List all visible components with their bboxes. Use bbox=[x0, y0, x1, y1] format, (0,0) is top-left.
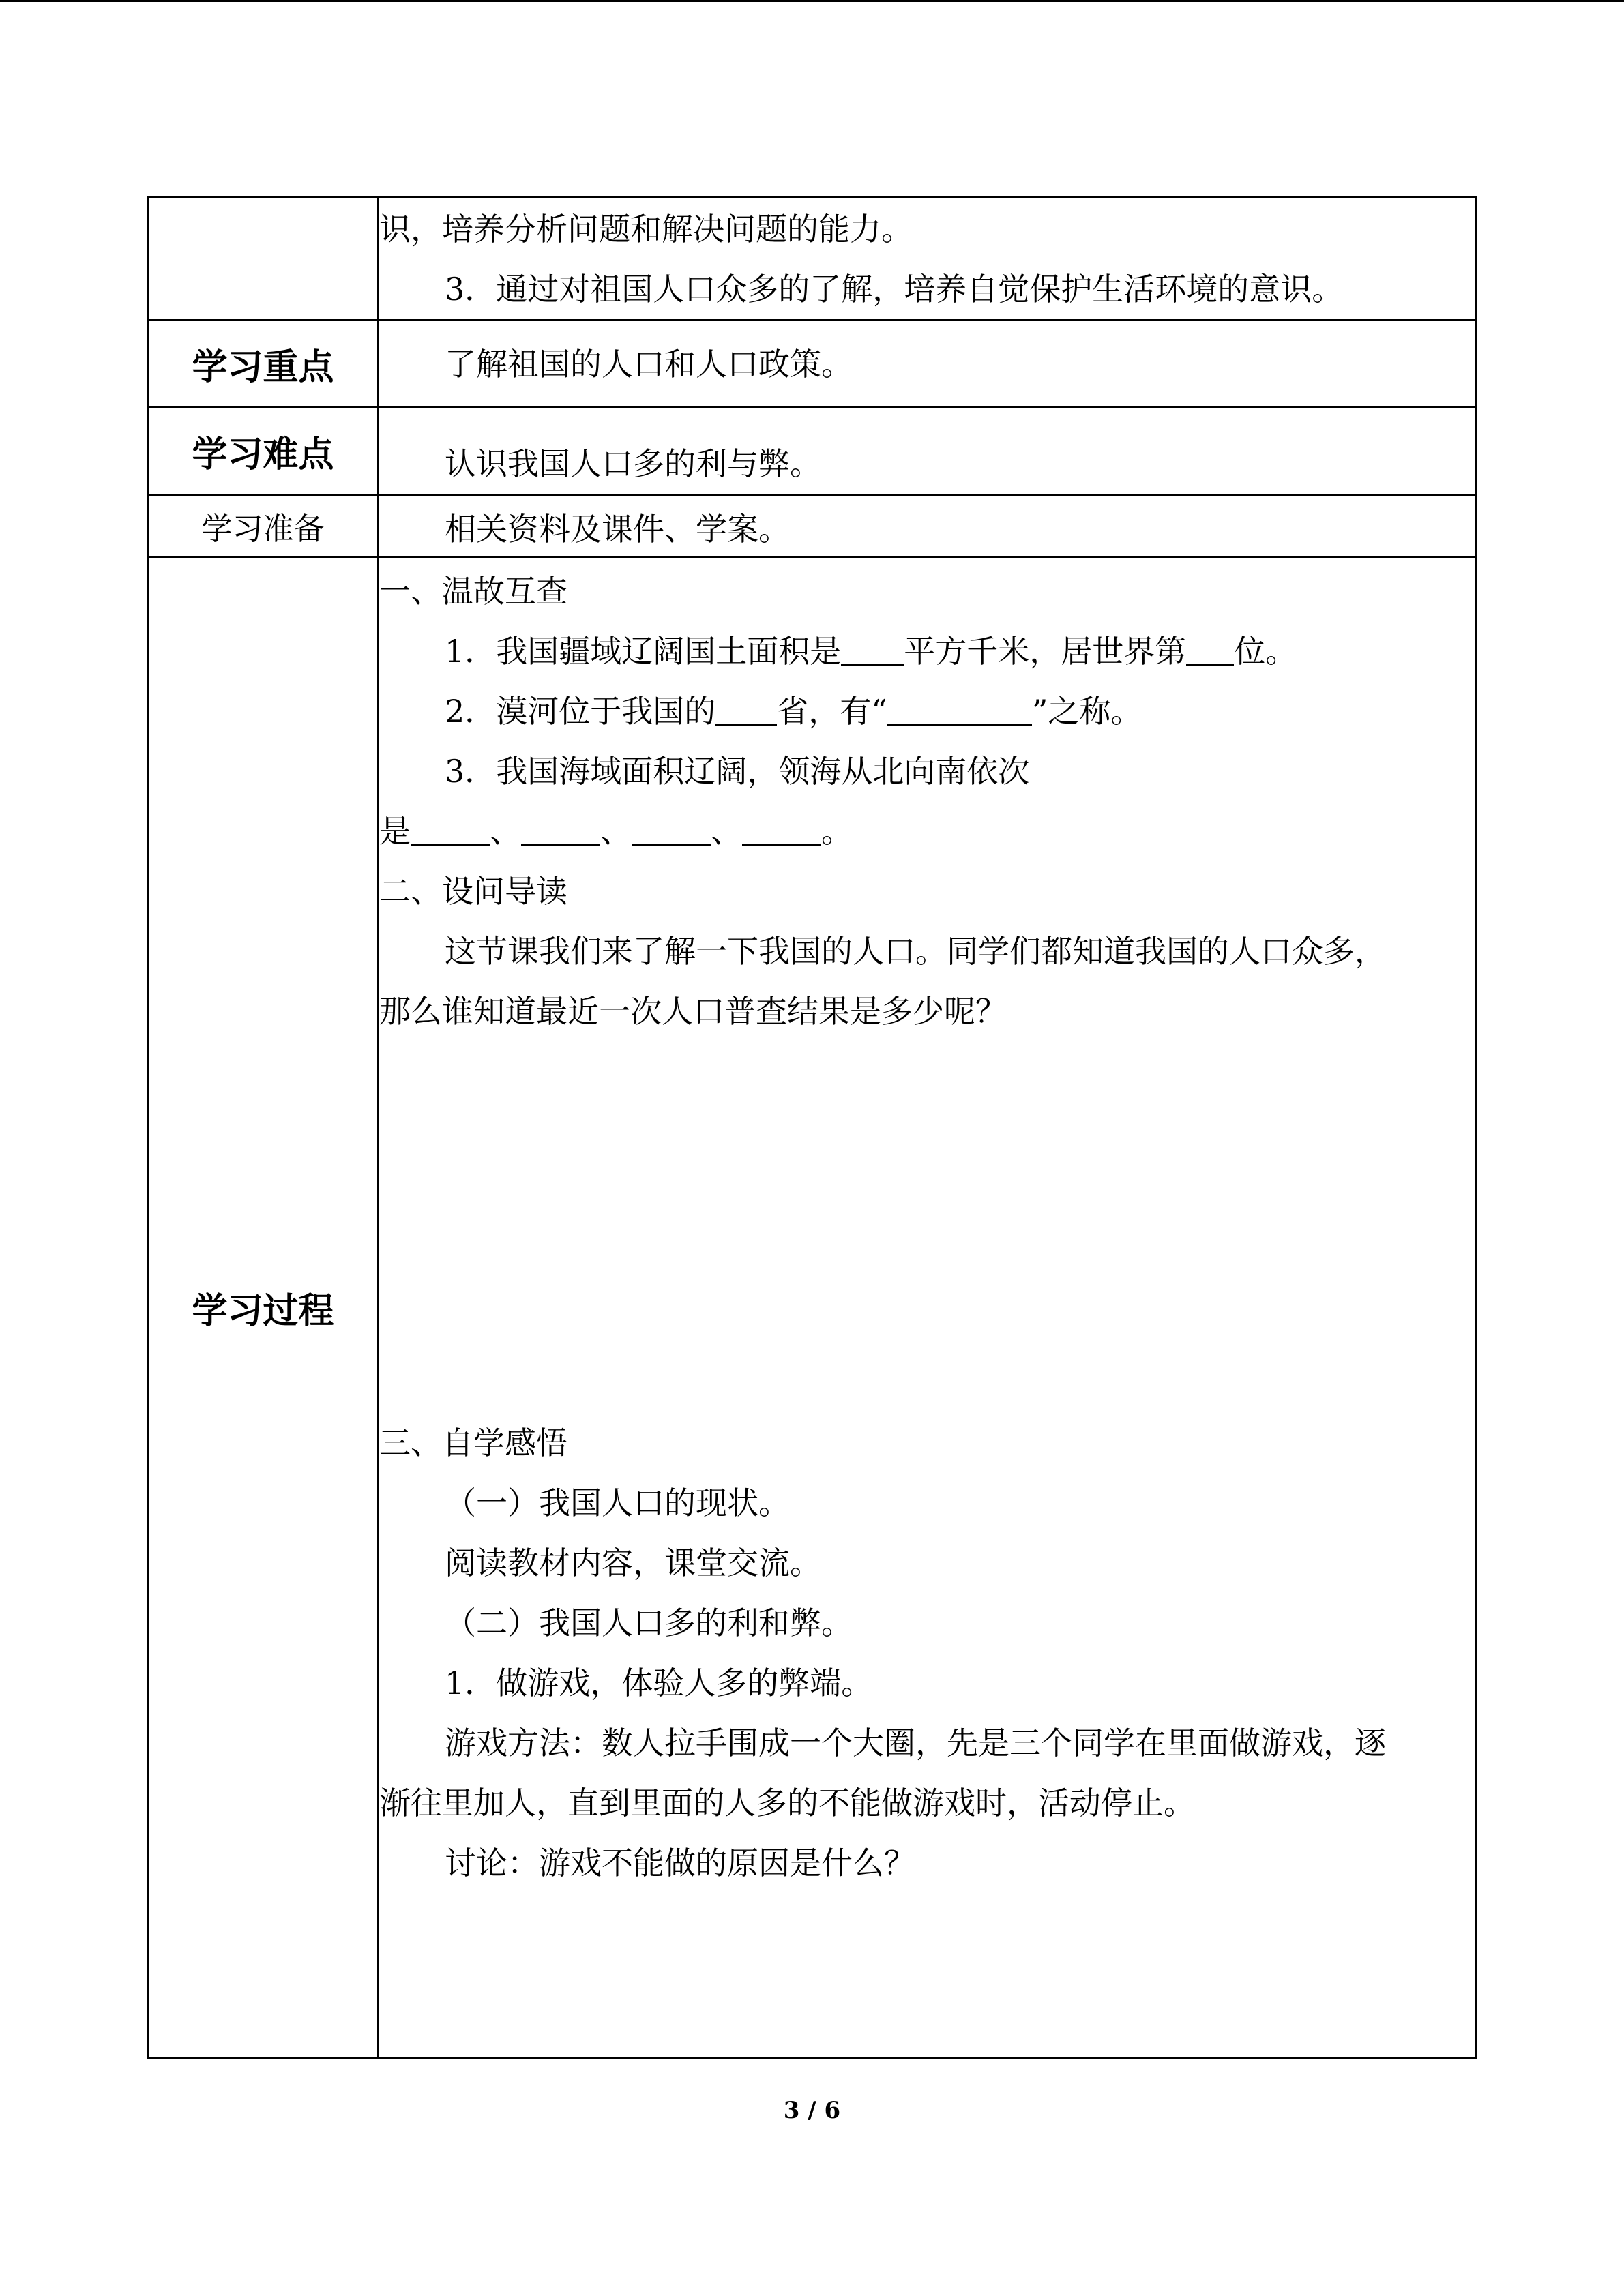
question-1 bbox=[379, 621, 1475, 681]
separator: 、 bbox=[711, 813, 742, 850]
section-2-paragraph-line: 这节课我们来了解一下我国的人口。同学们都知道我国的人口众多， bbox=[445, 933, 1386, 970]
section-3-method-line: 渐往里加人，直到里面的人多的不能做游戏时，活动停止。 bbox=[379, 1785, 1195, 1821]
question-3: 3．我国海域面积辽阔，领海从北向南依次 bbox=[445, 753, 1030, 790]
question-2-text-a: 2．漠河位于我国的 bbox=[445, 693, 716, 730]
section-3-title: 三、自学感悟 bbox=[379, 1425, 567, 1461]
separator: 、 bbox=[600, 813, 632, 850]
lesson-plan-table bbox=[147, 196, 1477, 2059]
difficult-points-cell bbox=[379, 408, 1476, 495]
table-row bbox=[148, 197, 1476, 320]
section-3-method-line: 游戏方法：数人拉手围成一个大圈，先是三个同学在里面做游戏，逐 bbox=[445, 1725, 1386, 1761]
table-row bbox=[148, 320, 1476, 408]
blank-sea-4[interactable] bbox=[742, 808, 821, 846]
question-1-text-a: 1．我国疆域辽阔国土面积是 bbox=[445, 633, 842, 670]
section-3-sub-1: （一）我国人口的现状。 bbox=[445, 1485, 790, 1521]
question-2 bbox=[379, 681, 1475, 741]
question-3-text-start: 是 bbox=[379, 813, 411, 850]
key-points-cell bbox=[379, 320, 1476, 408]
blank-nickname[interactable] bbox=[887, 688, 1032, 726]
table-row bbox=[148, 558, 1476, 2058]
objectives-continued-cell bbox=[379, 197, 1476, 320]
blank-sea-3[interactable] bbox=[632, 808, 711, 846]
section-3-sub-2: （二）我国人口多的利和弊。 bbox=[445, 1605, 853, 1641]
section-1-title: 一、温故互查 bbox=[379, 573, 567, 610]
separator: 、 bbox=[490, 813, 521, 850]
preparation-text: 相关资料及课件、学案。 bbox=[445, 511, 790, 548]
question-2-text-b: 省，有“ bbox=[777, 693, 887, 730]
objective-3: 3．通过对祖国人口众多的了解，培养自觉保护生活环境的意识。 bbox=[445, 271, 1344, 308]
label-preparation: 学习准备 bbox=[148, 495, 379, 558]
blank-rank[interactable] bbox=[1186, 628, 1234, 666]
question-2-text-c: ”之称。 bbox=[1031, 693, 1142, 730]
question-1-text-b: 平方千米，居世界第 bbox=[904, 633, 1187, 670]
table-row bbox=[148, 408, 1476, 495]
table-row bbox=[148, 495, 1476, 558]
page-number: 3 / 6 bbox=[783, 2097, 841, 2124]
top-border-line bbox=[0, 0, 1624, 2]
section-2-paragraph-line: 那么谁知道最近一次人口普查结果是多少呢？ bbox=[379, 993, 1007, 1030]
label-learning-process: 学习过程 bbox=[148, 558, 379, 2058]
question-3-text-end: 。 bbox=[821, 813, 853, 850]
preparation-cell bbox=[379, 495, 1476, 558]
question-3-continued bbox=[379, 801, 1475, 861]
section-2-title: 二、设问导读 bbox=[379, 873, 567, 910]
section-3-read: 阅读教材内容，课堂交流。 bbox=[445, 1545, 821, 1581]
row-label-empty bbox=[148, 197, 379, 320]
objective-line: 识，培养分析问题和解决问题的能力。 bbox=[379, 211, 913, 248]
blank-area[interactable] bbox=[841, 628, 904, 666]
label-difficult-points: 学习难点 bbox=[148, 408, 379, 495]
question-1-text-c: 位。 bbox=[1234, 633, 1297, 670]
section-3-game: 1．做游戏，体验人多的弊端。 bbox=[445, 1665, 873, 1701]
blank-sea-2[interactable] bbox=[521, 808, 600, 846]
blank-sea-1[interactable] bbox=[411, 808, 490, 846]
blank-province[interactable] bbox=[715, 688, 777, 726]
difficult-points-text: 认识我国人口多的利与弊。 bbox=[445, 445, 821, 482]
key-points-text: 了解祖国的人口和人口政策。 bbox=[445, 345, 853, 383]
section-3-discussion: 讨论：游戏不能做的原因是什么？ bbox=[445, 1845, 915, 1881]
learning-process-cell bbox=[379, 558, 1476, 2058]
answer-space bbox=[379, 1041, 1475, 1413]
label-key-points: 学习重点 bbox=[148, 320, 379, 408]
